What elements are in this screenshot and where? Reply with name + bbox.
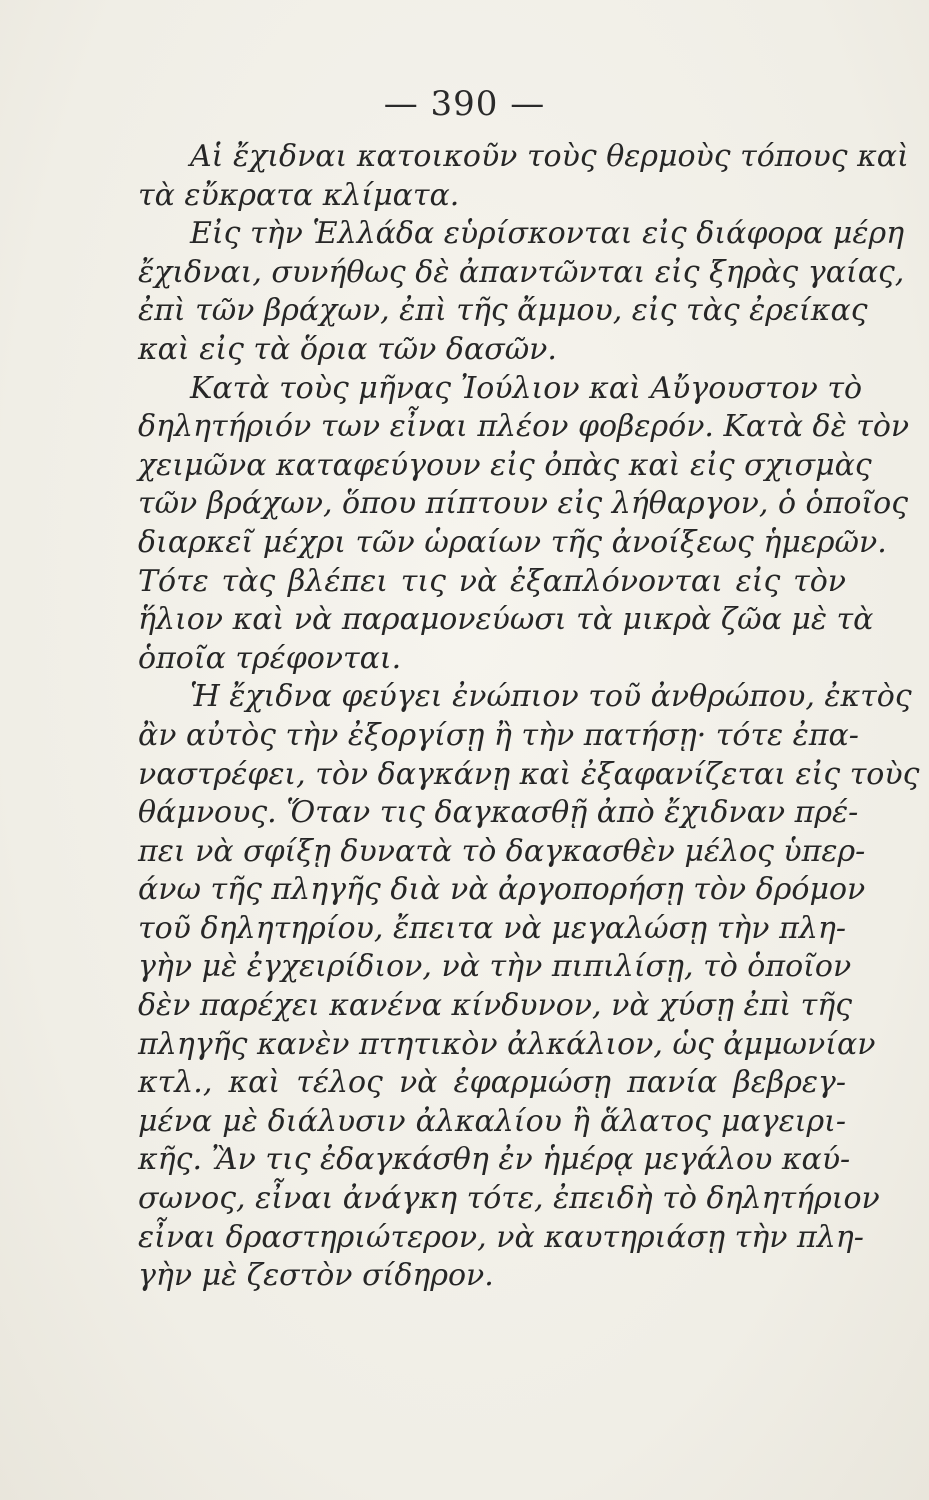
text-line: σωνος, εἶναι ἀνάγκη τότε, ἐπειδὴ τὸ δηλητήριον: [138, 1181, 880, 1217]
text-line: εἶναι δραστηριώτερον, νὰ καυτηριάσῃ τὴν πλη-: [138, 1219, 864, 1255]
text-line: άνω τῆς πληγῆς διὰ νὰ ἀργοπορήσῃ τὸν δρόμον: [138, 872, 866, 908]
text-line: πληγῆς κανὲν πτητικὸν ἀλκάλιον, ὡς ἀμμωνίαν: [138, 1026, 876, 1062]
text-line: ναστρέφει, τὸν δαγκάνῃ καὶ ἐξαφανίζεται εἰς τοὺς: [138, 756, 920, 792]
text-line: ὁποῖα τρέφονται.: [138, 640, 402, 676]
text-line: κῆς. Ἂν τις ἐδαγκάσθη ἐν ἡμέρᾳ μεγάλου καύ-: [138, 1142, 851, 1178]
text-line: γὴν μὲ ζεστὸν σίδηρον.: [138, 1258, 494, 1294]
page-number: — 390 —: [383, 84, 546, 124]
body-text: [138, 138, 920, 1296]
text-line: μένα μὲ διάλυσιν ἀλκαλίου ἢ ἅλατος μαγειρι-: [138, 1103, 846, 1139]
text-line: ἥλιον καὶ νὰ παραμονεύωσι τὰ μικρὰ ζῶα μὲ τὰ: [138, 602, 874, 638]
text-line: καὶ εἰς τὰ ὅρια τῶν δασῶν.: [138, 331, 557, 367]
text-line: ἂν αὐτὸς τὴν ἐξοργίσῃ ἢ τὴν πατήσῃ· τότε ἐπα-: [138, 717, 859, 753]
text-line: χειμῶνα καταφεύγουν εἰς ὀπὰς καὶ εἰς σχισμὰς: [138, 447, 872, 483]
text-line: διαρκεῖ μέχρι τῶν ὡραίων τῆς ἀνοίξεως ἡμερῶν.: [138, 524, 887, 560]
text-line: τοῦ δηλητηρίου, ἔπειτα νὰ μεγαλώσῃ τὴν πλη-: [138, 910, 846, 946]
text-line: τῶν βράχων, ὅπου πίπτουν εἰς λήθαργον, ὁ ὁποῖος: [138, 486, 909, 522]
text-line: Ἡ ἔχιδνα φεύγει ἐνώπιον τοῦ ἀνθρώπου, ἐκτὸς: [190, 679, 912, 715]
text-line: ἐπὶ τῶν βράχων, ἐπὶ τῆς ἄμμου, εἰς τὰς ἐρείκας: [138, 293, 868, 329]
text-line: Αἱ ἔχιδναι κατοικοῦν τοὺς θερμοὺς τόπους καὶ: [190, 139, 909, 174]
text-line: θάμνους. Ὅταν τις δαγκασθῇ ἀπὸ ἔχιδναν πρέ-: [138, 795, 859, 831]
text-line: γὴν μὲ ἐγχειρίδιον, νὰ τὴν πιπιλίσῃ, τὸ ὁποῖον: [138, 949, 852, 985]
text-line: Τότε τὰς βλέπει τις νὰ ἐξαπλόνονται εἰς τὸν: [138, 563, 846, 599]
text-line: Εἰς τὴν Ἑλλάδα εὑρίσκονται εἰς διάφορα μέρη: [190, 216, 905, 252]
text-line: ἔχιδναι, συνήθως δὲ ἀπαντῶνται εἰς ξηρὰς γαίας,: [138, 254, 905, 290]
text-line: δηλητήριόν των εἶναι πλέον φοβερόν. Κατὰ δὲ τὸν: [138, 409, 910, 445]
text-line: κτλ., καὶ τέλος νὰ ἐφαρμώσῃ πανία βεβρεγ-: [138, 1065, 846, 1101]
text-line: τὰ εὔκρατα κλίματα.: [138, 177, 460, 213]
text-line: Κατὰ τοὺς μῆνας Ἰούλιον καὶ Αὔγουστον τὸ: [190, 370, 863, 406]
text-line: δὲν παρέχει κανένα κίνδυνον, νὰ χύσῃ ἐπὶ τῆς: [138, 988, 853, 1024]
text-line: πει νὰ σφίξῃ δυνατὰ τὸ δαγκασθὲν μέλος ὑπερ-: [138, 833, 866, 869]
